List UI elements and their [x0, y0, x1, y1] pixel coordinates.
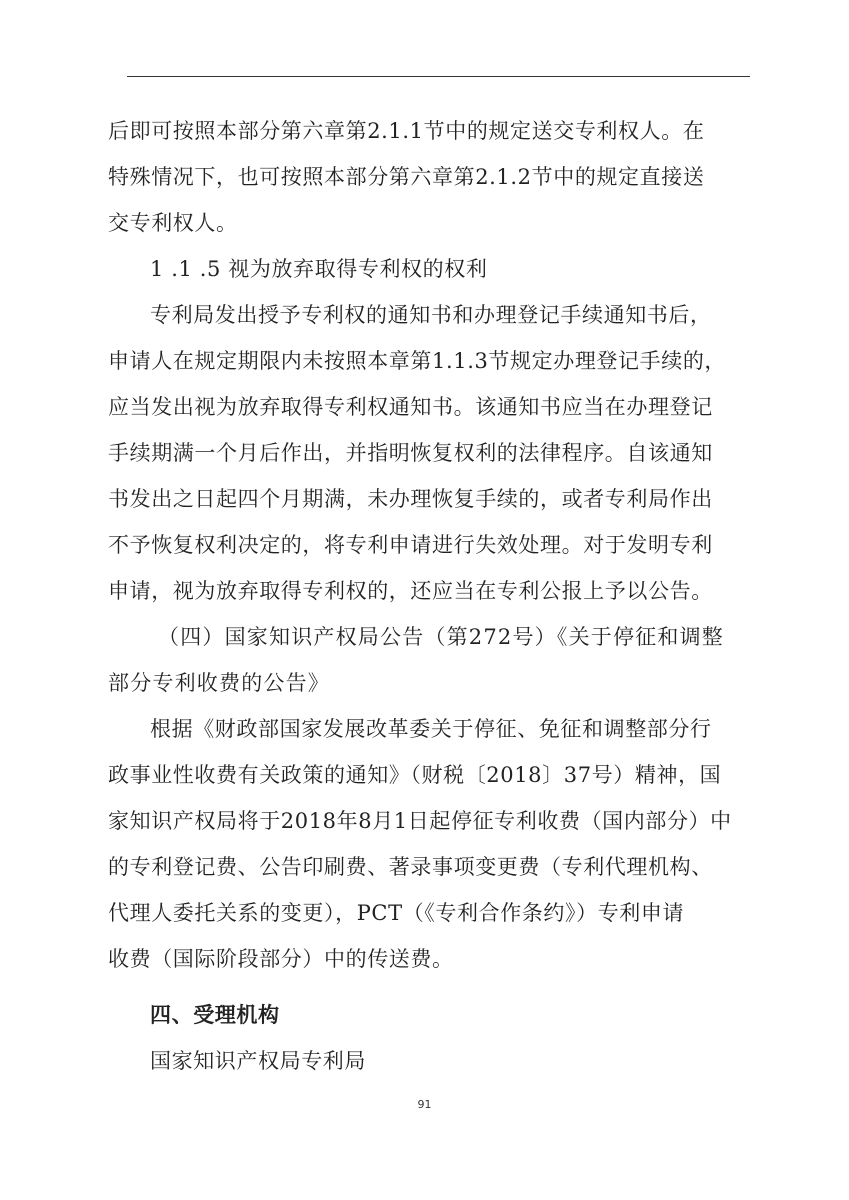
text-line: 代理人委托关系的变更），PCT（《专利合作条约》）专利申请: [108, 901, 685, 925]
section-body: 国家知识产权局专利局: [150, 1049, 366, 1073]
text-line: 不予恢复权利决定的，将专利申请进行失效处理。对于发明专利: [108, 533, 713, 557]
text-line: 手续期满一个月后作出，并指明恢复权利的法律程序。自该通知: [108, 441, 713, 465]
page-number: 91: [417, 1098, 432, 1111]
document-body: [108, 108, 758, 1084]
text-line: 书发出之日起四个月期满，未办理恢复手续的，或者专利局作出: [108, 487, 713, 511]
text-line: 申请人在规定期限内未按照本章第1.1.3节规定办理登记手续的，: [108, 349, 727, 373]
section-heading: 四、受理机构: [150, 1003, 280, 1027]
text-line: 特殊情况下，也可按照本部分第六章第2.1.2节中的规定直接送: [108, 165, 705, 189]
paragraph-fees: [108, 706, 758, 982]
text-line: 交专利权人。: [108, 211, 238, 235]
text-line: 收费（国际阶段部分）中的传送费。: [108, 947, 454, 971]
text-line: 政事业性收费有关政策的通知》（财税〔2018〕37号）精神，国: [108, 763, 722, 787]
paragraph-continuation: [108, 108, 758, 246]
text-line: （四）国家知识产权局公告（第272号）《关于停征和调整: [158, 625, 724, 649]
paragraph-abandonment: [108, 292, 758, 614]
subsection-heading: 1 .1 .5 视为放弃取得专利权的权利: [150, 257, 488, 281]
notice-title: [108, 614, 758, 706]
text-line: 的专利登记费、公告印刷费、著录事项变更费（专利代理机构、: [108, 855, 713, 879]
text-line: 应当发出视为放弃取得专利权通知书。该通知书应当在办理登记: [108, 395, 713, 419]
text-line: 后即可按照本部分第六章第2.1.1节中的规定送交专利权人。在: [108, 119, 705, 143]
text-line: 部分专利收费的公告》: [108, 671, 330, 695]
text-line: 家知识产权局将于2018年8月1日起停征专利收费（国内部分）中: [108, 809, 732, 833]
header-rule: [127, 76, 750, 77]
text-line: 根据《财政部国家发展改革委关于停征、免征和调整部分行: [150, 717, 712, 741]
text-line: 申请，视为放弃取得专利权的，还应当在专利公报上予以公告。: [108, 579, 713, 603]
text-line: 专利局发出授予专利权的通知书和办理登记手续通知书后，: [150, 303, 712, 327]
